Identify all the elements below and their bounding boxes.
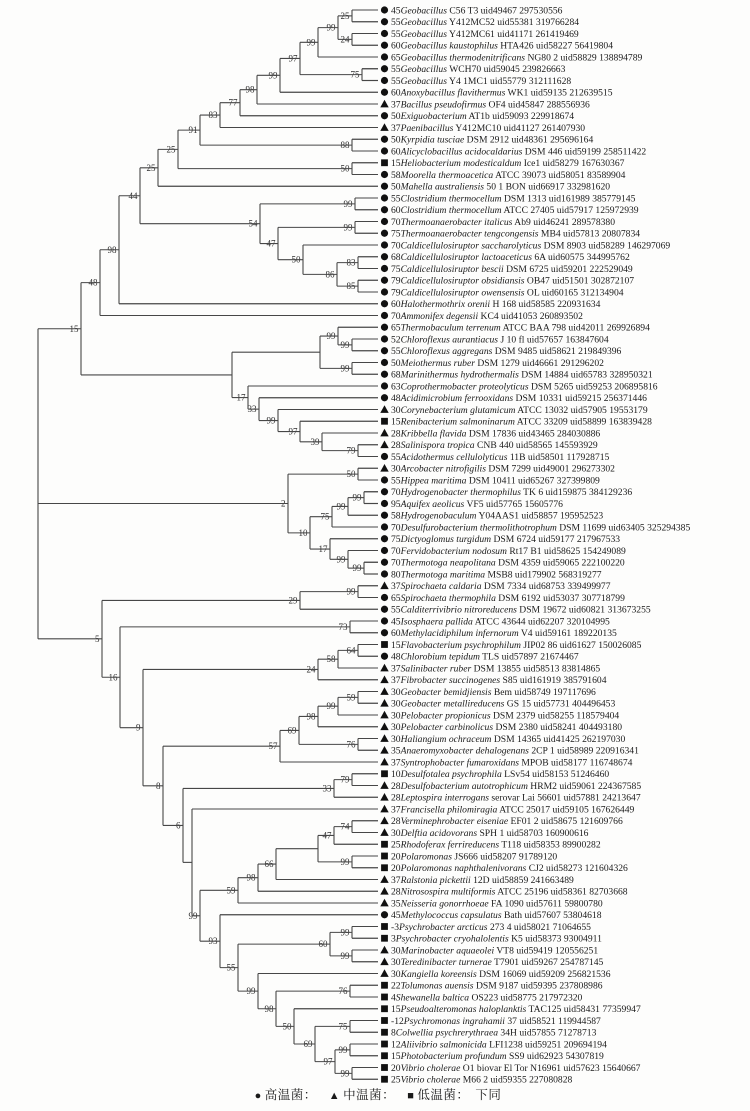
bootstrap-value: 99 [343,222,353,233]
thermophile-icon [381,194,388,201]
legend-label: 高温菌： [264,1088,317,1102]
taxon-label: 15Pseudoalteromonas haloplanktis TAC125 uid58431 77359947 [391,1004,641,1016]
mesophile-icon [380,957,388,965]
bootstrap-value: 24 [306,664,316,675]
thermophile-icon [381,371,388,378]
thermophile-icon [381,265,388,272]
taxon-label: 8Colwellia psychrerythraea 34H uid57855 71278713 [391,1027,597,1039]
bootstrap-value: 99 [336,554,346,565]
bootstrap-value: 25 [166,144,176,155]
taxon-label: 10Desulfotalea psychrophila LSv54 uid58153 51246460 [391,769,610,781]
thermophile-icon [381,300,388,307]
mesophile-icon [380,711,388,719]
mesophile-icon [380,123,388,131]
bootstrap-value: 99 [340,1068,350,1079]
thermophile-icon [381,488,388,495]
psychrophile-icon [381,1064,388,1071]
bootstrap-value: 99 [352,492,362,503]
thermophile-icon [381,89,388,96]
bootstrap-value: 75 [320,511,330,522]
legend [0,1085,750,1103]
taxon-label: 4Shewanella baltica OS223 uid58775 217972320 [391,992,583,1004]
taxon-label: 37Spirochaeta caldaria DSM 7334 uid68753 339499977 [391,581,611,593]
taxon-label: 55Acidothermus cellulolyticus 11B uid58501 117928715 [391,451,610,463]
bootstrap-value: 99 [306,37,316,48]
bootstrap-value: 69 [303,1039,313,1049]
taxon-label: 65Geobacillus thermodenitrificans NG80 2 uid58829 138894789 [391,52,643,64]
bootstrap-value: 59 [226,885,236,896]
taxon-label: 50Meiothermus ruber DSM 1279 uid46661 291296202 [391,357,604,369]
bootstrap-value: 17 [236,392,246,403]
bootstrap-value: 99 [326,701,336,712]
thermophile-icon [381,6,388,13]
thermophile-icon [381,653,388,660]
taxon-label: 22Tolumonas auensis DSM 9187 uid59395 237808986 [391,980,603,992]
bootstrap-value: 99 [340,950,350,961]
bootstrap-value: 60 [318,939,328,950]
taxon-label: 28Kribbella flavida DSM 17836 uid43465 284030886 [391,428,601,440]
mesophile-icon: ▲ [328,1090,341,1102]
psychrophile-icon [381,841,388,848]
thermophile-icon [381,112,388,119]
thermophile-icon [381,335,388,342]
taxon-label: 3Psychrobacter cryohalolentis K5 uid58373 93004911 [391,933,602,945]
psychrophile-icon [381,923,388,930]
psychrophile-icon [381,994,388,1001]
psychrophile-icon [381,1029,388,1036]
taxon-label: 28Desulfobacterium autotrophicum HRM2 uid59061 224367585 [391,780,642,792]
taxon-label: 30Haliangium ochraceum DSM 14365 uid41425 262197030 [391,733,626,745]
bootstrap-value: 6 [176,820,181,831]
thermophile-icon [381,42,388,49]
bootstrap-value: 99 [326,331,336,342]
bootstrap-value: 64 [346,645,356,656]
bootstrap-value: 44 [128,190,138,201]
psychrophile-icon [381,418,388,425]
psychrophile-icon [381,159,388,166]
bootstrap-value: 15 [69,323,79,334]
taxon-label: 37Paenibacillus Y412MC10 uid41127 261407930 [391,122,586,134]
thermophile-icon [381,559,388,566]
taxon-label: 70Fervidobacterium nodosum Rt17 B1 uid58625 154249089 [391,545,626,557]
taxon-label: 45Methylococcus capsulatus Bath uid57607 53804618 [391,910,602,922]
taxon-label: 55Geobacillus Y412MC52 uid55381 319766284 [391,17,580,29]
thermophile-icon [381,312,388,319]
bootstrap-value: 17 [318,544,328,555]
taxon-label: 48Chlorobium tepidum TLS uid57897 21674467 [391,651,579,663]
bootstrap-value: 76 [346,739,356,750]
taxon-label: 37Bacillus pseudofirmus OF4 uid45847 288556936 [391,99,590,111]
bootstrap-value: 97 [288,426,298,437]
thermophile-icon [381,171,388,178]
taxon-label: 25Rhodoferax ferrireducens T118 uid58353 89900282 [391,839,601,851]
taxon-label: 45Isosphaera pallida ATCC 43644 uid62207 320104995 [391,616,610,628]
thermophile-icon [381,218,388,225]
taxon-label: 65Spirochaeta thermophila DSM 6192 uid53037 307718799 [391,592,625,604]
bootstrap-value: 33 [247,404,257,415]
taxon-label: 48Acidimicrobium ferrooxidans DSM 10331 uid59215 256371446 [391,393,647,405]
taxon-label: 37Salinibacter ruber DSM 13855 uid58513 83814865 [391,663,601,675]
taxon-label: 28Nitrosospira multiformis ATCC 25196 uid58361 82703668 [391,886,628,898]
bootstrap-value: 98 [264,1003,274,1014]
bootstrap-value: 66 [264,859,274,870]
taxon-label: 25Vibrio cholerae M66 2 uid59355 227080828 [391,1074,573,1086]
bootstrap-value: 8 [156,780,161,791]
bootstrap-value: 98 [107,244,117,255]
bootstrap-value: 91 [188,125,198,136]
taxon-label: 52Chloroflexus aurantiacus J 10 fl uid57657 163847604 [391,334,609,346]
taxon-label: 75Caldicellulosiruptor bescii DSM 6725 uid59201 222529049 [391,263,633,275]
taxon-label: 55Geobacillus Y4 1MC1 uid55779 312111628 [391,75,572,87]
legend-suffix: 下同 [475,1088,502,1102]
thermophile-icon [381,347,388,354]
taxon-label: 15Heliobacterium modesticaldum Ice1 uid58279 167630367 [391,158,625,170]
thermophile-icon [381,594,388,601]
thermophile-icon [381,606,388,613]
thermophile-icon [381,547,388,554]
taxon-label: 37Ralstonia pickettii 12D uid58859 241663489 [391,874,574,886]
thermophile-icon [381,453,388,460]
taxon-label: 30Arcobacter nitrofigilis DSM 7299 uid49001 296273302 [391,463,615,475]
bootstrap-value: 99 [338,1044,348,1055]
bootstrap-value: 50 [340,163,350,174]
bootstrap-value: 75 [350,69,360,80]
bootstrap-value: 97 [323,1056,333,1067]
taxon-label: 58Moorella thermoacetica ATCC 39073 uid58051 83589904 [391,169,626,181]
taxon-label: 70Caldicellulosiruptor saccharolyticus DSM 8903 uid58289 146297069 [391,240,671,252]
mesophile-icon [380,805,388,813]
mesophile-icon [380,781,388,789]
bootstrap-value: 99 [336,501,346,512]
bootstrap-value: 25 [340,10,350,21]
thermophile-icon [381,512,388,519]
mesophile-icon [380,793,388,801]
thermophile-icon [381,53,388,60]
legend-item [407,1088,469,1102]
mesophile-icon [380,746,388,754]
mesophile-icon [380,100,388,108]
bootstrap-value: 99 [266,415,276,426]
psychrophile-icon [381,1005,388,1012]
thermophile-icon [381,18,388,25]
bootstrap-value: 33 [322,783,332,794]
thermophile-icon [381,324,388,331]
bootstrap-value: 9 [136,722,141,733]
taxon-label: 15Flavobacterium psychrophilum JIP02 86 uid61627 150026085 [391,639,642,651]
psychrophile-icon [381,770,388,777]
taxon-label: 65Thermobaculum terrenum ATCC BAA 798 uid42011 269926894 [391,322,650,334]
thermophile-icon [381,617,388,624]
taxon-label: 60Geobacillus kaustophilus HTA426 uid58227 56419804 [391,40,614,52]
mesophile-icon [380,581,388,589]
bootstrap-value: 76 [338,986,348,997]
bootstrap-value: 99 [343,198,353,209]
bootstrap-value: 77 [228,97,238,108]
bootstrap-value: 99 [346,586,356,597]
taxon-label: 60Anoxybacillus flavithermus WK1 uid59135 212639515 [391,87,613,99]
thermophile-icon [381,253,388,260]
taxon-label: 28Leptospira interrogans serovar Lai 56601 uid57881 24213647 [391,792,641,804]
thermophile-icon [381,476,388,483]
bootstrap-value: 2 [281,498,286,509]
taxon-label: 30Delftia acidovorans SPH 1 uid58703 160900616 [391,827,589,839]
psychrophile-icon [381,641,388,648]
psychrophile-icon [381,853,388,860]
thermophile-icon [381,359,388,366]
thermophile-icon: ● [254,1090,262,1102]
taxon-label: 50Mahella australiensis 50 1 BON uid66917 332981620 [391,181,611,193]
bootstrap-value: 99 [340,927,350,938]
mesophile-icon [380,969,388,977]
mesophile-icon [380,828,388,836]
taxon-label: 20Polaromonas JS666 uid58207 91789120 [391,851,558,863]
legend-item [255,1088,317,1102]
taxon-label: 95Aquifex aeolicus VF5 uid57765 15605776 [391,498,563,510]
taxon-label: -3Psychrobacter arcticus 273 4 uid58021 71064655 [391,921,591,933]
bootstrap-value: 54 [248,218,258,229]
thermophile-icon [381,147,388,154]
taxon-label: 60Methylacidiphilum infernorum V4 uid59161 189220135 [391,628,617,640]
psychrophile-icon [381,1041,388,1048]
mesophile-icon [380,875,388,883]
taxon-label: 28Salinispora tropica CNB 440 uid58565 145593929 [391,440,598,452]
thermophile-icon [381,65,388,72]
taxon-label: -12Psychromonas ingrahamii 37 uid58521 119944587 [391,1015,601,1027]
taxon-label: 68Marinithermus hydrothermalis DSM 14884 uid65783 328950321 [391,369,653,381]
bootstrap-value: 47 [322,830,332,841]
bootstrap-value: 98 [245,84,255,95]
thermophile-icon [381,230,388,237]
bootstrap-value: 39 [310,436,320,447]
mesophile-icon [380,699,388,707]
bootstrap-value: 79 [346,445,356,456]
psychrophile-icon [381,1052,388,1059]
bootstrap-value: 25 [146,162,156,173]
mesophile-icon [380,734,388,742]
taxon-label: 37Syntrophobacter fumaroxidans MPOB uid58177 116748674 [391,757,633,769]
taxon-label: 37Fibrobacter succinogenes S85 uid161919 385791604 [391,675,607,687]
taxon-label: 70Hydrogenobacter thermophilus TK 6 uid159875 384129236 [391,487,633,499]
thermophile-icon [381,183,388,190]
taxon-label: 70Thermotoga neapolitana DSM 4359 uid59065 222100220 [391,557,625,569]
bootstrap-value: 99 [246,986,256,997]
bootstrap-value: 73 [338,621,348,632]
thermophile-icon [381,382,388,389]
bootstrap-value: 50 [291,254,301,265]
psychrophile-icon [381,1017,388,1024]
bootstrap-value: 50 [282,1021,292,1032]
bootstrap-value: 98 [246,872,256,883]
mesophile-icon [380,722,388,730]
bootstrap-value: 99 [340,339,350,350]
taxon-label: 28Verminephrobacter eiseniae EF01 2 uid58675 121609766 [391,816,623,828]
mesophile-icon [380,816,388,824]
taxon-label: 45Geobacillus C56 T3 uid49467 297530556 [391,5,563,17]
thermophile-icon [381,523,388,530]
taxon-label: 30Pelobacter carbinolicus DSM 2380 uid58241 404493180 [391,722,623,734]
taxon-label: 55Geobacillus WCH70 uid59045 239826663 [391,64,566,76]
bootstrap-value: 99 [340,363,350,374]
bootstrap-value: 99 [188,910,198,921]
psychrophile-icon [381,864,388,871]
mesophile-icon [380,429,388,437]
thermophile-icon [381,570,388,577]
taxon-label: 60Clostridium thermocellum ATCC 27405 uid57917 125972939 [391,205,639,217]
bootstrap-value: 93 [208,936,218,947]
bootstrap-value: 47 [266,238,276,249]
taxon-label: 75Dictyoglomus turgidum DSM 6724 uid59177 217967533 [391,534,621,546]
thermophile-icon [381,911,388,918]
bootstrap-value: 88 [340,140,350,151]
bootstrap-value: 99 [352,563,362,574]
taxon-label: 15Photobacterium profundum SS9 uid62923 54307819 [391,1051,604,1063]
thermophile-icon [381,241,388,248]
bootstrap-value: 97 [288,53,298,64]
taxon-label: 70Desulfurobacterium thermolithotrophum DSM 11699 uid63405 325294385 [391,522,691,534]
mesophile-icon [380,405,388,413]
taxon-label: 70Thermoanaerobacter italicus Ab9 uid46241 289578380 [391,216,616,228]
thermophile-icon [381,535,388,542]
bootstrap-value: 99 [340,856,350,867]
taxon-label: 55Geobacillus Y412MC61 uid41171 261419469 [391,28,579,40]
taxon-label: 50Kyrpidia tusciae DSM 2912 uid48361 295696164 [391,134,594,146]
taxon-label: 50Exiguobacterium AT1b uid59093 229918674 [391,111,575,123]
taxon-label: 58Hydrogenobaculum Y04AAS1 uid58857 195952523 [391,510,604,522]
taxon-label: 70Ammonifex degensii KC4 uid41053 260893502 [391,310,583,322]
taxon-label: 30Corynebacterium glutamicum ATCC 13032 uid57905 19553179 [391,404,648,416]
taxon-label: 12Aliivibrio salmonicida LFI1238 uid59251 209694194 [391,1039,607,1051]
taxon-label: 60Halothermothrix orenii H 168 uid58585 220931634 [391,299,601,311]
bootstrap-value: 29 [288,595,298,606]
mesophile-icon [380,887,388,895]
thermophile-icon [381,136,388,143]
thermophile-icon [381,206,388,213]
bootstrap-value: 5 [95,633,100,644]
taxon-label: 20Polaromonas naphthalenivorans CJ2 uid58273 121604326 [391,863,628,875]
taxon-label: 79Caldicellulosiruptor owensensis OL uid60165 312134904 [391,287,624,299]
bootstrap-value: 57 [268,741,278,752]
taxon-label: 15Renibacterium salmoninarum ATCC 33209 uid58899 163839428 [391,416,652,428]
mesophile-icon [380,675,388,683]
thermophile-icon [381,77,388,84]
psychrophile-icon [381,982,388,989]
legend-label: 低温菌： [417,1088,470,1102]
taxon-label: 55Hippea maritima DSM 10411 uid65267 327399809 [391,475,600,487]
bootstrap-value: 10 [298,527,308,538]
psychrophile-icon [381,935,388,942]
bootstrap-value: 74 [340,821,350,832]
bootstrap-value: 24 [340,34,350,45]
bootstrap-value: 85 [346,281,356,292]
bootstrap-value: 58 [326,654,336,665]
taxon-label: 55Calditerrivibrio nitroreducens DSM 19672 uid60821 313673255 [391,604,651,616]
bootstrap-value: 99 [268,70,278,81]
taxon-label: 75Thermoanaerobacter tengcongensis MB4 uid57813 20807834 [391,228,641,240]
bootstrap-value: 75 [338,1021,348,1032]
bootstrap-value: 83 [346,257,356,268]
taxon-label: 63Coprothermobacter proteolyticus DSM 5265 uid59253 206895816 [391,381,658,393]
thermophile-icon [381,277,388,284]
taxon-label: 68Caldicellulosiruptor lactoaceticus 6A uid60575 344995762 [391,252,630,264]
thermophile-icon [381,394,388,401]
bootstrap-value: 99 [326,22,336,33]
taxon-label: 30Geobacter metallireducens GS 15 uid57731 404496453 [391,698,616,710]
mesophile-icon [380,899,388,907]
mesophile-icon [380,758,388,766]
taxon-label: 55Clostridium thermocellum DSM 1313 uid161989 385779145 [391,193,636,205]
taxon-label: 30Teredinibacter turnerae T7901 uid59267 254787145 [391,957,604,969]
taxon-label: 35Neisseria gonorrhoeae FA 1090 uid57611 59800780 [391,898,603,910]
thermophile-icon [381,30,388,37]
thermophile-icon [381,629,388,636]
mesophile-icon [380,946,388,954]
bootstrap-value: 55 [226,962,236,973]
bootstrap-value: 50 [346,469,356,480]
legend-label: 中温菌： [343,1088,396,1102]
psychrophile-icon [381,1076,388,1083]
mesophile-icon [380,687,388,695]
mesophile-icon [380,464,388,472]
taxon-label: 30Geobacter bemidjiensis Bem uid58749 197117696 [391,686,596,698]
legend-item [329,1088,395,1102]
taxon-label: 60Alicyclobacillus acidocaldarius DSM 446 uid59199 258511422 [391,146,647,158]
taxon-label: 79Caldicellulosiruptor obsidiansis OB47 uid51501 302872107 [391,275,635,287]
taxon-label: 55Chloroflexus aggregans DSM 9485 uid58621 219849396 [391,346,622,358]
taxon-label: 30Pelobacter propionicus DSM 2379 uid58255 118579404 [391,710,620,722]
bootstrap-value: 16 [108,672,118,683]
taxon-label: 37Francisella philomiragia ATCC 25017 uid59105 167626449 [391,804,635,816]
taxon-label: 20Vibrio cholerae O1 biovar El Tor N16961 uid57623 15640667 [391,1062,641,1074]
thermophile-icon [381,500,388,507]
mesophile-icon [380,664,388,672]
bootstrap-value: 86 [325,269,335,280]
mesophile-icon [380,440,388,448]
bootstrap-value: 98 [306,711,316,722]
psychrophile-icon: ■ [407,1090,415,1102]
thermophile-icon [381,288,388,295]
taxon-label: 35Anaeromyxobacter dehalogenans 2CP 1 uid58989 220916341 [391,745,639,757]
taxon-label: 30Marinobacter aquaeolei VT8 uid59419 120556251 [391,945,599,957]
bootstrap-value: 69 [287,725,297,736]
bootstrap-value: 79 [340,774,350,785]
bootstrap-value: 59 [346,692,356,703]
taxon-label: 80Thermotoga maritima MSB8 uid179902 568319277 [391,569,602,581]
taxon-label: 30Kangiella koreensis DSM 16069 uid59209 256821536 [391,968,611,980]
bootstrap-value: 48 [88,277,98,288]
bootstrap-value: 83 [208,110,218,121]
